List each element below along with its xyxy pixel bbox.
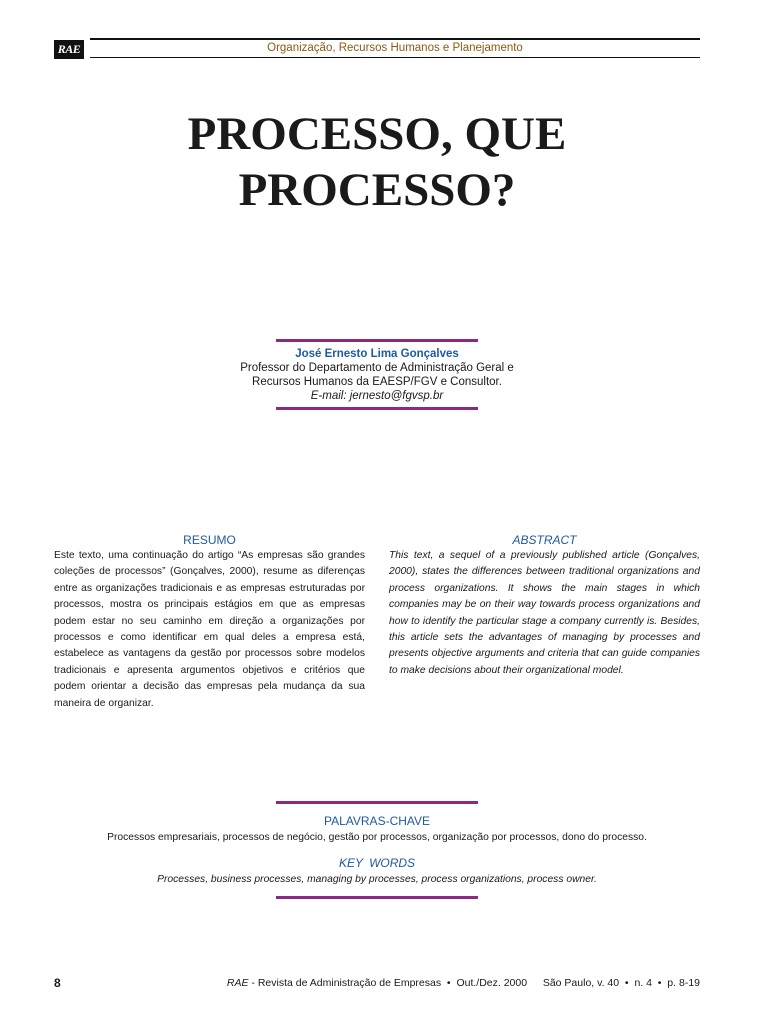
author-affiliation-line-2: Recursos Humanos da EAESP/FGV e Consultor. — [252, 376, 502, 388]
author-email: E-mail: jernesto@fgvsp.br — [310, 390, 444, 402]
journal-name: - Revista de Administração de Empresas • Out./Dez. 2000 — [248, 977, 528, 989]
article-title — [54, 106, 700, 218]
header-rule-bottom — [90, 57, 700, 58]
journal-logo: RAE — [54, 40, 84, 59]
resumo-section — [54, 532, 365, 712]
keywords-rule-bottom — [276, 896, 478, 899]
author-rule-top — [276, 339, 478, 342]
key-words-heading: KEY WORDS — [338, 856, 416, 870]
keywords-block — [54, 801, 700, 899]
author-name: José Ernesto Lima Gonçalves — [295, 348, 459, 360]
abstract-section — [389, 532, 700, 679]
keywords-rule-top — [276, 801, 478, 804]
running-header — [54, 38, 700, 60]
abstract-text: This text, a sequel of a previously published article (Gonçalves, 2000), states the differences between traditional organizations and process organizations. It shows the main stages in which companies may be on their way towards process organizations and how to identify the particular stage a company currently is. Besides, this article sets the advantages of managing by processes and presents objective arguments and criteria that can guide companies to make decisions about their organizational model. — [389, 550, 700, 676]
title-line-2: PROCESSO? — [238, 164, 516, 216]
palavras-chave-text: Processos empresariais, processos de negócio, gestão por processos, organização por processos, dono do processo. — [107, 832, 647, 843]
key-words-text: Processes, business processes, managing by processes, process organizations, process owner. — [157, 874, 597, 885]
author-rule-bottom — [276, 407, 478, 410]
resumo-heading: RESUMO — [183, 533, 236, 547]
journal-abbr: RAE — [226, 977, 249, 989]
volume-citation: São Paulo, v. 40 • n. 4 • p. 8-19 — [542, 977, 700, 989]
resumo-text: Este texto, uma continuação do artigo “As empresas são grandes coleções de processos” (Gonçalves, 2000), resume as diferenças entre as organizações tradicionais e as empresas estruturadas por processos, mostra os principais estágios em que as empresas podem estar no seu caminho em direção a organizações por processos e como identificar em qual deles a empresa está, estabelece as vantagens da gestão por processos sobre modelos tradicionais e apresenta argumentos objetivos e critérios que podem orientar a decisão das empresas pela mudança da sua maneira de organizar. — [54, 550, 365, 709]
abstract-heading: ABSTRACT — [512, 533, 577, 547]
section-title: Organização, Recursos Humanos e Planejamento — [267, 42, 523, 54]
author-affiliation-line-1: Professor do Departamento de Administração Geral e — [240, 362, 514, 374]
palavras-chave-heading: PALAVRAS-CHAVE — [323, 814, 431, 828]
author-block — [54, 339, 700, 410]
title-line-1: PROCESSO, QUE — [187, 108, 567, 160]
page-number: 8 — [54, 976, 61, 990]
